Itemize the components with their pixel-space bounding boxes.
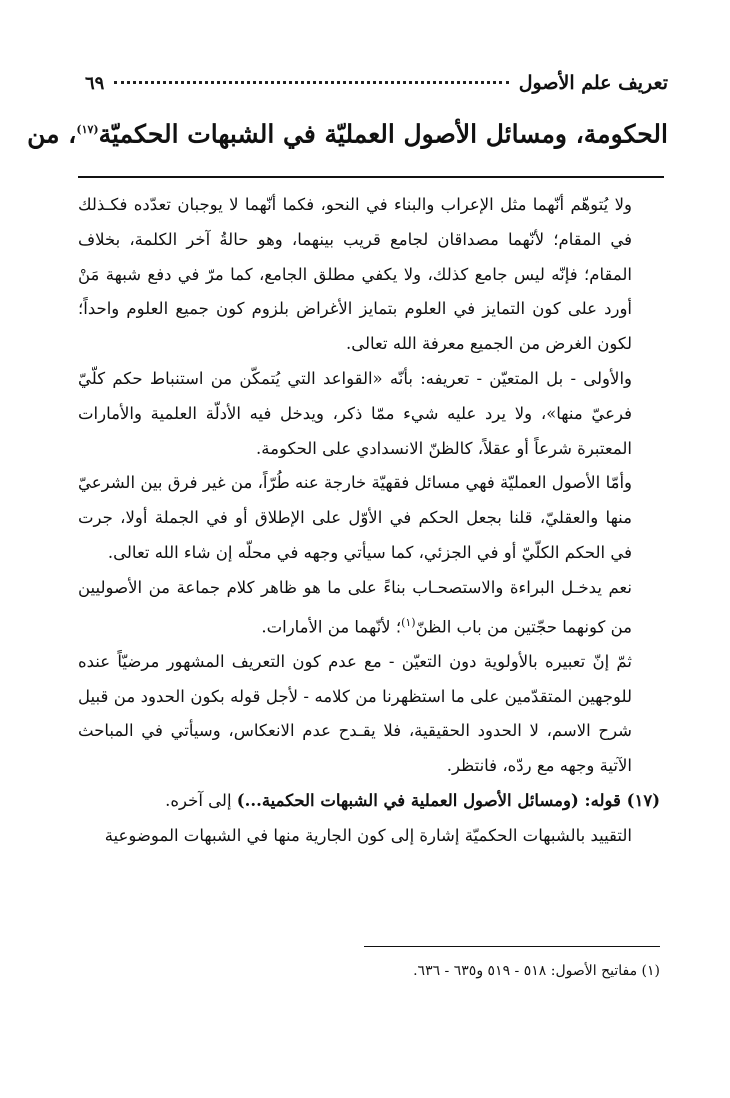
- footnote-ref-1: (١): [401, 615, 416, 629]
- main-text-before: الحكومة، ومسائل الأصول العمليّة في الشبهات الحكميّة: [98, 119, 668, 149]
- commentary-paragraph-5: ثمّ إنّ تعبيره بالأولوية دون التعيّن - مع عدم كون التعريف المشهور مرضيّاً عنده للوجهين المتقدّمين على ما استظهرنا من كلامه - لأجل قوله بكون الحدود من قبيل شرح الاسم، لا الحدود الحقيقية، فلا يقـدح عدم الانعكاس، وسيأتي في المباحث الآتية وجهه مع ردّه، فانتظر.: [78, 651, 632, 776]
- commentary-paragraph-1: ولا يُتوهّم أنّهما مثل الإعراب والبناء في النحو، فكما أنّهما لا يوجبان تعدّده فكـذلك في المقام؛ لأنّهما مصداقان لجامع قريب بينهما، وهو حالةُ آخر الكلمة، بخلاف المقام؛ فإنّه ليس جامع كذلك، ولا يكفي مطلق الجامع، كما مرّ في دفع شبهة مَنْ أورد على كون التمايز في العلوم بتمايز الأغراض بلزوم كون جميع العلوم واحداً؛ لكون الغرض من الجميع معرفة الله تعالى.: [78, 195, 632, 354]
- footnote-divider: [364, 946, 660, 947]
- note-17-heading: (١٧) قوله: (ومسائل الأصول العملية في الشبهات الحكمية...): [236, 791, 660, 811]
- running-header: [85, 72, 668, 102]
- commentary-body: [78, 188, 660, 854]
- main-text-divider: [78, 176, 664, 178]
- commentary-p4-text: نعم يدخـل البراءة والاستصحـاب بناءً على ما هو ظاهر كلام جماعة من الأصوليين من كونهما حجّتين من باب الظنّ: [78, 577, 632, 637]
- commentary-p4-tail: ؛ لأنّهما من الأمارات.: [261, 617, 402, 637]
- page-number: ٦٩: [85, 73, 105, 94]
- commentary-paragraph-6: [78, 784, 660, 819]
- header-leader-dots: [114, 81, 508, 84]
- footnote-1: (١) مفاتيح الأصول: ٥١٨ - ٥١٩ و٦٣٥ - ٦٣٦.: [413, 963, 660, 979]
- main-text-line: [27, 108, 668, 156]
- commentary-paragraph-2: والأولى - بل المتعيّن - تعريفه: بأنّه «القواعد التي يُتمكّن من استنباط حكم كلّيّ فرعيّ منها»، ولا يرد عليه شيء ممّا ذكر، ويدخل فيه الأدلّة العلمية والأمارات المعتبرة شرعاً أو عقلاً، كالظنّ الانسدادي على الحكومة.: [78, 368, 632, 458]
- main-text-after: ، من: [27, 119, 77, 149]
- commentary-paragraph-3: وأمّا الأصول العمليّة فهي مسائل فقهيّة خارجة عنه طُرّاً، من غير فرق بين الشرعيّ منها والعقليّ، قلنا بجعل الحكم في الأوّل على الإطلاق أو في الجملة أولا، جرت في الحكم الكلّيّ أو في الجزئي، كما سيأتي وجهه في محلّه إن شاء الله تعالى.: [78, 473, 632, 562]
- commentary-paragraph-7: التقييد بالشبهات الحكميّة إشارة إلى كون الجارية منها في الشبهات الموضوعية: [104, 825, 632, 845]
- commentary-paragraph-4: [78, 571, 660, 645]
- running-header-title: تعريف علم الأصول: [518, 72, 668, 94]
- note-17-heading-rest: إلى آخره.: [165, 791, 237, 811]
- main-text-note-ref: (١٧): [76, 123, 99, 136]
